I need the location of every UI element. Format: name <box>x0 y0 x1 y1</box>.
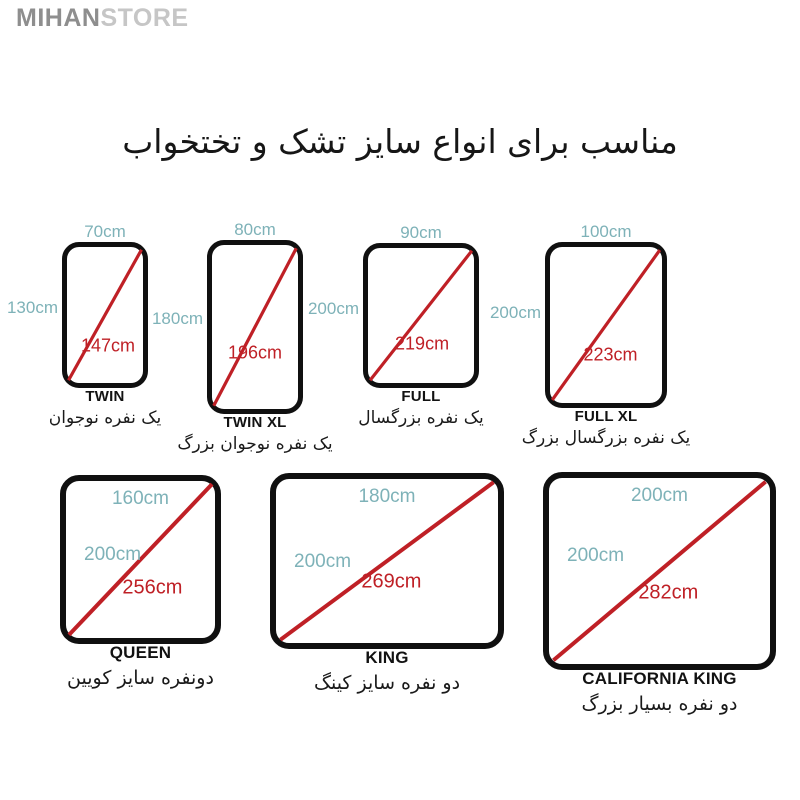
width-label: 100cm <box>580 222 632 241</box>
store-logo <box>16 4 189 33</box>
height-label: 200cm <box>84 543 142 565</box>
width-label: 200cm <box>630 485 689 506</box>
height-label: 200cm <box>489 302 541 322</box>
logo-text-secondary: STORE <box>100 4 189 32</box>
card-caption <box>177 414 332 454</box>
card-caption <box>314 648 460 694</box>
size-description: یک نفره نوجوان بزرگ <box>177 434 333 454</box>
logo-text-primary: MIHAN <box>16 4 101 32</box>
size-name: FULL <box>401 388 441 405</box>
diagonal-label: 256cm <box>122 576 183 599</box>
size-card-california-king <box>543 472 776 715</box>
diagonal-label: 196cm <box>227 342 283 363</box>
size-description: دو نفره بسیار بزرگ <box>581 693 738 715</box>
card-caption <box>522 408 690 448</box>
diagonal-line <box>67 247 143 383</box>
diagonal-label: 223cm <box>583 344 638 365</box>
size-card-full <box>307 223 484 428</box>
diagonal-label: 269cm <box>361 570 422 593</box>
size-description: یک نفره بزرگسال بزرگ <box>521 428 691 448</box>
size-description: یک نفره نوجوان <box>48 408 162 428</box>
size-description: دونفره سایز کویین <box>67 667 214 689</box>
width-label: 70cm <box>84 222 126 241</box>
width-label: 90cm <box>400 223 442 242</box>
height-label: 200cm <box>307 298 359 318</box>
height-label: 200cm <box>294 551 352 573</box>
size-name: KING <box>365 648 409 667</box>
size-card-twin <box>6 222 162 428</box>
card-caption <box>582 669 738 715</box>
size-description: یک نفره بزرگسال <box>358 408 484 428</box>
size-name: TWIN <box>85 388 125 405</box>
size-name: CALIFORNIA KING <box>582 669 737 688</box>
diagonal-line <box>212 245 298 409</box>
diagonal-line <box>550 247 662 403</box>
size-card-king <box>270 473 504 694</box>
page-title: مناسب برای انواع سایز تشک و تختخواب <box>122 122 678 161</box>
card-caption <box>49 388 161 428</box>
size-name: QUEEN <box>109 643 172 662</box>
height-label: 180cm <box>151 308 203 328</box>
diagonal-label: 147cm <box>81 335 136 356</box>
card-caption <box>358 388 483 428</box>
size-name: TWIN XL <box>223 414 287 431</box>
diagonal-label: 282cm <box>638 581 699 604</box>
size-card-full-xl <box>489 222 691 448</box>
width-label: 80cm <box>234 220 276 239</box>
card-caption <box>67 643 214 689</box>
size-description: دو نفره سایز کینگ <box>313 672 461 694</box>
size-name: FULL XL <box>574 408 638 425</box>
diagonal-line <box>368 248 474 383</box>
width-label: 180cm <box>358 486 416 507</box>
size-card-queen <box>60 475 221 689</box>
width-label: 160cm <box>111 488 170 509</box>
height-label: 130cm <box>6 298 58 318</box>
height-label: 200cm <box>567 544 625 566</box>
diagonal-label: 219cm <box>395 333 450 354</box>
